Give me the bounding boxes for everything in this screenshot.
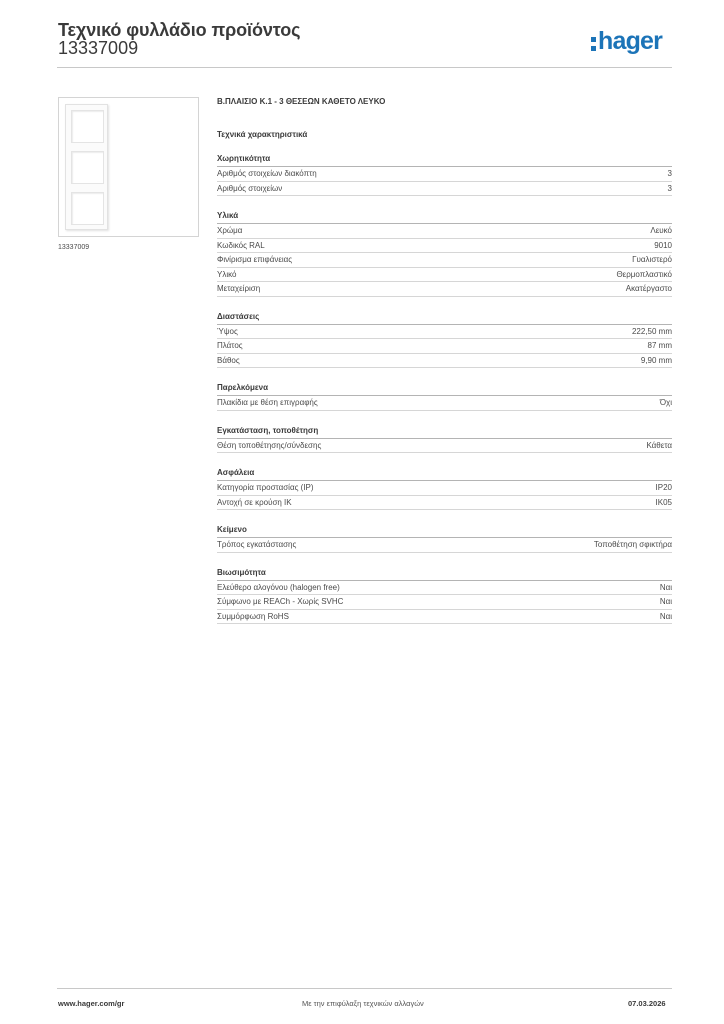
spec-value: Τοποθέτηση σφικτήρα — [593, 540, 672, 549]
spec-row — [217, 581, 672, 596]
spec-label: Θέση τοποθέτησης/σύνδεσης — [217, 440, 322, 450]
spec-row — [217, 481, 672, 496]
specs-heading: Τεχνικά χαρακτηριστικά — [217, 130, 308, 139]
spec-group-title: Διαστάσεις — [217, 311, 672, 325]
spec-group — [217, 210, 672, 297]
spec-row — [217, 167, 672, 182]
spec-groups — [217, 153, 672, 624]
spec-label: Ύψος — [217, 326, 238, 336]
spec-label: Αντοχή σε κρούση IK — [217, 497, 292, 507]
spec-value: Ναι — [659, 611, 672, 621]
frame-opening — [71, 110, 104, 143]
footer-divider — [57, 988, 672, 989]
footer-date: 07.03.2026 — [628, 999, 666, 1008]
spec-label: Σύμφωνο με REACh - Χωρίς SVHC — [217, 597, 344, 606]
spec-row — [217, 610, 672, 625]
spec-label: Τρόπος εγκατάστασης — [217, 540, 297, 549]
spec-group-title: Παρελκόμενα — [217, 382, 672, 396]
spec-label: Βάθος — [217, 355, 240, 365]
spec-value: 3 — [667, 183, 672, 193]
spec-group-title: Εγκατάσταση, τοποθέτηση — [217, 425, 672, 439]
spec-group — [217, 567, 672, 625]
spec-row — [217, 239, 672, 254]
spec-row — [217, 268, 672, 283]
spec-label: Μεταχείριση — [217, 284, 261, 293]
spec-row — [217, 595, 672, 610]
spec-row — [217, 224, 672, 239]
spec-label: Αριθμός στοιχείων διακόπτη — [217, 169, 317, 178]
page-title: Τεχνικό φυλλάδιο προϊόντος — [58, 20, 301, 40]
spec-value: Κάθετα — [646, 440, 672, 450]
spec-label: Πλακίδια με θέση επιγραφής — [217, 398, 318, 407]
product-code: 13337009 — [58, 38, 139, 58]
spec-value: IK05 — [655, 497, 672, 507]
spec-group-title: Χωρητικότητα — [217, 153, 672, 167]
footer-note: Με την επιφύλαξη τεχνικών αλλαγών — [302, 999, 424, 1008]
spec-group — [217, 425, 672, 454]
spec-value: 222,50 mm — [631, 326, 672, 336]
footer-website-link[interactable]: www.hager.com/gr — [58, 999, 125, 1008]
logo-colon-icon — [591, 36, 596, 51]
spec-value: Ακατέργαστο — [625, 284, 672, 293]
spec-section — [217, 96, 672, 624]
spec-value: 9010 — [654, 240, 672, 250]
spec-row — [217, 282, 672, 297]
spec-value: 9,90 mm — [640, 355, 672, 365]
spec-row — [217, 538, 672, 553]
spec-group — [217, 153, 672, 196]
frame-opening — [71, 151, 104, 184]
spec-value: Ναι — [659, 582, 672, 592]
frame-3-gang-icon — [65, 104, 108, 230]
spec-group — [217, 311, 672, 369]
spec-group-title: Κείμενο — [217, 524, 672, 538]
spec-row — [217, 439, 672, 454]
image-caption: 13337009 — [58, 244, 90, 251]
spec-label: Χρώμα — [217, 226, 243, 235]
logo-text: hager — [598, 27, 663, 55]
spec-row — [217, 182, 672, 197]
spec-row — [217, 325, 672, 340]
spec-group — [217, 382, 672, 411]
spec-value: Ναι — [659, 597, 672, 606]
spec-value: IP20 — [655, 483, 672, 492]
spec-row — [217, 354, 672, 369]
spec-row — [217, 496, 672, 511]
product-title: Β.ΠΛΑΙΣΙΟ Κ.1 - 3 ΘΕΣΕΩΝ ΚΑΘΕΤΟ ΛΕΥΚΟ — [217, 97, 386, 106]
spec-value: Λευκό — [650, 226, 672, 235]
spec-row — [217, 253, 672, 268]
spec-row — [217, 339, 672, 354]
spec-label: Πλάτος — [217, 341, 243, 350]
spec-label: Αριθμός στοιχείων — [217, 183, 283, 193]
product-image — [58, 97, 199, 237]
spec-label: Κωδικός RAL — [217, 240, 265, 250]
spec-value: Θερμοπλαστικό — [616, 269, 672, 279]
hager-logo[interactable] — [591, 29, 662, 54]
spec-value: 87 mm — [647, 341, 672, 350]
header-divider — [57, 67, 672, 68]
spec-value: Όχι — [659, 398, 672, 407]
spec-row — [217, 396, 672, 411]
spec-label: Ελεύθερο αλογόνου (halogen free) — [217, 582, 340, 592]
frame-opening — [71, 192, 104, 225]
spec-label: Συμμόρφωση RoHS — [217, 611, 289, 621]
spec-group — [217, 467, 672, 510]
spec-group-title: Υλικά — [217, 210, 672, 224]
spec-group-title: Βιωσιμότητα — [217, 567, 672, 581]
spec-group — [217, 524, 672, 553]
spec-label: Κατηγορία προστασίας (IP) — [217, 483, 314, 492]
spec-label: Φινίρισμα επιφάνειας — [217, 255, 293, 264]
spec-value: 3 — [667, 169, 672, 178]
spec-group-title: Ασφάλεια — [217, 467, 672, 481]
spec-value: Γυαλιστερό — [632, 255, 672, 264]
spec-label: Υλικό — [217, 269, 237, 279]
